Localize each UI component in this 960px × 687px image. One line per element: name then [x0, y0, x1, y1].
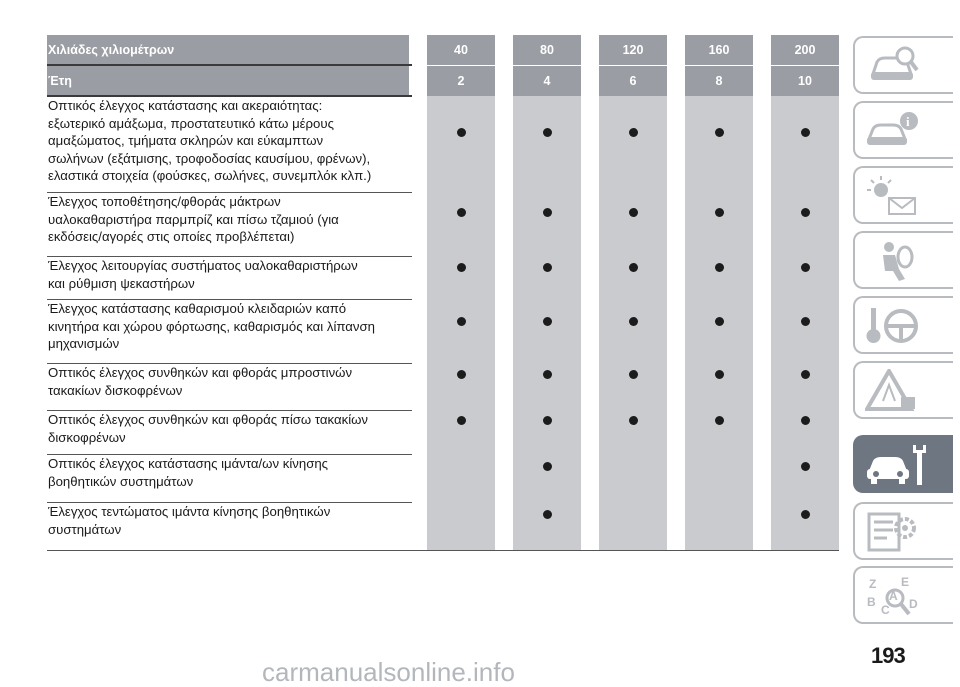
row-divider: [47, 454, 412, 455]
svg-text:D: D: [909, 597, 918, 611]
tab-index[interactable]: [853, 566, 953, 624]
tab-car-search[interactable]: [853, 36, 953, 94]
interval-check-mark: [543, 416, 552, 425]
check-description: Έλεγχος λειτουργίας συστήματος υαλοκαθαριστήρων και ρύθμιση ψεκαστήρων: [48, 258, 358, 291]
interval-check-mark: [801, 416, 810, 425]
svg-text:Z: Z: [869, 577, 877, 591]
years-value: 4: [513, 66, 581, 96]
tab-safety[interactable]: [853, 231, 953, 289]
interval-check-mark: [543, 263, 552, 272]
years-label: Έτη: [48, 74, 72, 88]
km-value: 120: [599, 35, 667, 65]
row-divider: [47, 410, 412, 411]
interval-check-mark: [457, 370, 466, 379]
svg-text:A: A: [889, 589, 898, 603]
car-info-icon: [865, 109, 921, 153]
interval-check-mark: [801, 317, 810, 326]
interval-check-mark: [629, 128, 638, 137]
interval-check-mark: [715, 416, 724, 425]
years-header-row: [47, 66, 839, 96]
interval-check-mark: [543, 128, 552, 137]
interval-check-mark: [801, 208, 810, 217]
row-divider: [47, 550, 839, 551]
data-list-gear-icon: [865, 510, 921, 554]
interval-check-mark: [801, 370, 810, 379]
interval-check-mark: [457, 208, 466, 217]
tab-maintenance[interactable]: [853, 435, 953, 493]
road-warning-icon: [865, 369, 921, 413]
page-number: 193: [871, 643, 905, 668]
interval-check-mark: [543, 208, 552, 217]
car-search-icon: [865, 44, 921, 88]
interval-check-mark: [629, 208, 638, 217]
interval-check-mark: [543, 462, 552, 471]
interval-check-mark: [543, 510, 552, 519]
interval-check-mark: [715, 208, 724, 217]
check-description: Έλεγχος τοποθέτησης/φθοράς μάκτρων υαλοκαθαριστήρα παρμπρίζ και πίσω τζαμιού (για εκδόσεις/αγορές στις οποίες προβλέπεται): [48, 194, 339, 245]
row-divider: [47, 299, 412, 300]
interval-check-mark: [457, 263, 466, 272]
warning-light-envelope-icon: [865, 174, 921, 218]
km-value: 160: [685, 35, 753, 65]
alphabet-search-icon: [865, 574, 921, 618]
tab-warning-lights[interactable]: [853, 166, 953, 224]
interval-check-mark: [715, 263, 724, 272]
airbag-person-icon: [865, 239, 921, 283]
interval-check-mark: [629, 416, 638, 425]
interval-check-mark: [543, 370, 552, 379]
km-value: 40: [427, 35, 495, 65]
interval-check-mark: [543, 317, 552, 326]
key-steering-wheel-icon: [865, 304, 921, 348]
check-description: Οπτικός έλεγχος συνθηκών και φθοράς μπροστινών τακακίων δισκοφρένων: [48, 365, 353, 398]
interval-check-mark: [801, 263, 810, 272]
car-wrench-icon: [865, 443, 931, 487]
check-description: Οπτικός έλεγχος κατάστασης ιμάντα/ων κίνησης βοηθητικών συστημάτων: [48, 456, 329, 489]
interval-check-mark: [715, 128, 724, 137]
interval-check-mark: [457, 128, 466, 137]
interval-check-mark: [801, 128, 810, 137]
row-divider: [47, 363, 412, 364]
svg-text:i: i: [906, 114, 910, 129]
tab-emergency[interactable]: [853, 361, 953, 419]
interval-check-mark: [715, 370, 724, 379]
years-value: 8: [685, 66, 753, 96]
interval-check-mark: [457, 416, 466, 425]
years-value: 2: [427, 66, 495, 96]
interval-check-mark: [715, 317, 724, 326]
km-value: 200: [771, 35, 839, 65]
svg-text:B: B: [867, 595, 876, 609]
years-value: 10: [771, 66, 839, 96]
check-description: Οπτικός έλεγχος κατάστασης και ακεραιότητας: εξωτερικό αμάξωμα, προστατευτικό κάτω μέρους αμαξώματος, τμήματα σκληρών και εύκαμπτων σωλήνων (εξάτμισης, τροφοδοσίας καυσίμου, φρένων), ελαστικά στοιχεία (φούσκες, σωλήνες, συνεμπλόκ κλπ.): [48, 98, 372, 184]
svg-text:E: E: [901, 575, 910, 589]
interval-check-mark: [629, 263, 638, 272]
interval-check-mark: [457, 317, 466, 326]
row-divider: [47, 256, 412, 257]
tab-technical-data[interactable]: [853, 502, 953, 560]
interval-check-mark: [801, 462, 810, 471]
interval-check-mark: [629, 317, 638, 326]
km-value: 80: [513, 35, 581, 65]
row-divider: [47, 192, 412, 193]
km-header-row: [47, 35, 839, 65]
svg-text:C: C: [881, 603, 890, 617]
interval-check-mark: [629, 370, 638, 379]
years-value: 6: [599, 66, 667, 96]
tab-car-info[interactable]: [853, 101, 953, 159]
km-label: Χιλιάδες χιλιομέτρων: [48, 43, 175, 57]
check-description: Έλεγχος κατάστασης καθαρισμού κλειδαριών καπό κινητήρα και χώρου φόρτωσης, καθαρισμός και λίπανση μηχανισμών: [48, 301, 376, 352]
row-divider: [47, 502, 412, 503]
tab-starting-driving[interactable]: [853, 296, 953, 354]
check-description: Οπτικός έλεγχος συνθηκών και φθοράς πίσω τακακίων δισκοφρένων: [48, 412, 369, 445]
check-description: Έλεγχος τεντώματος ιμάντα κίνησης βοηθητικών συστημάτων: [48, 504, 331, 537]
interval-check-mark: [801, 510, 810, 519]
